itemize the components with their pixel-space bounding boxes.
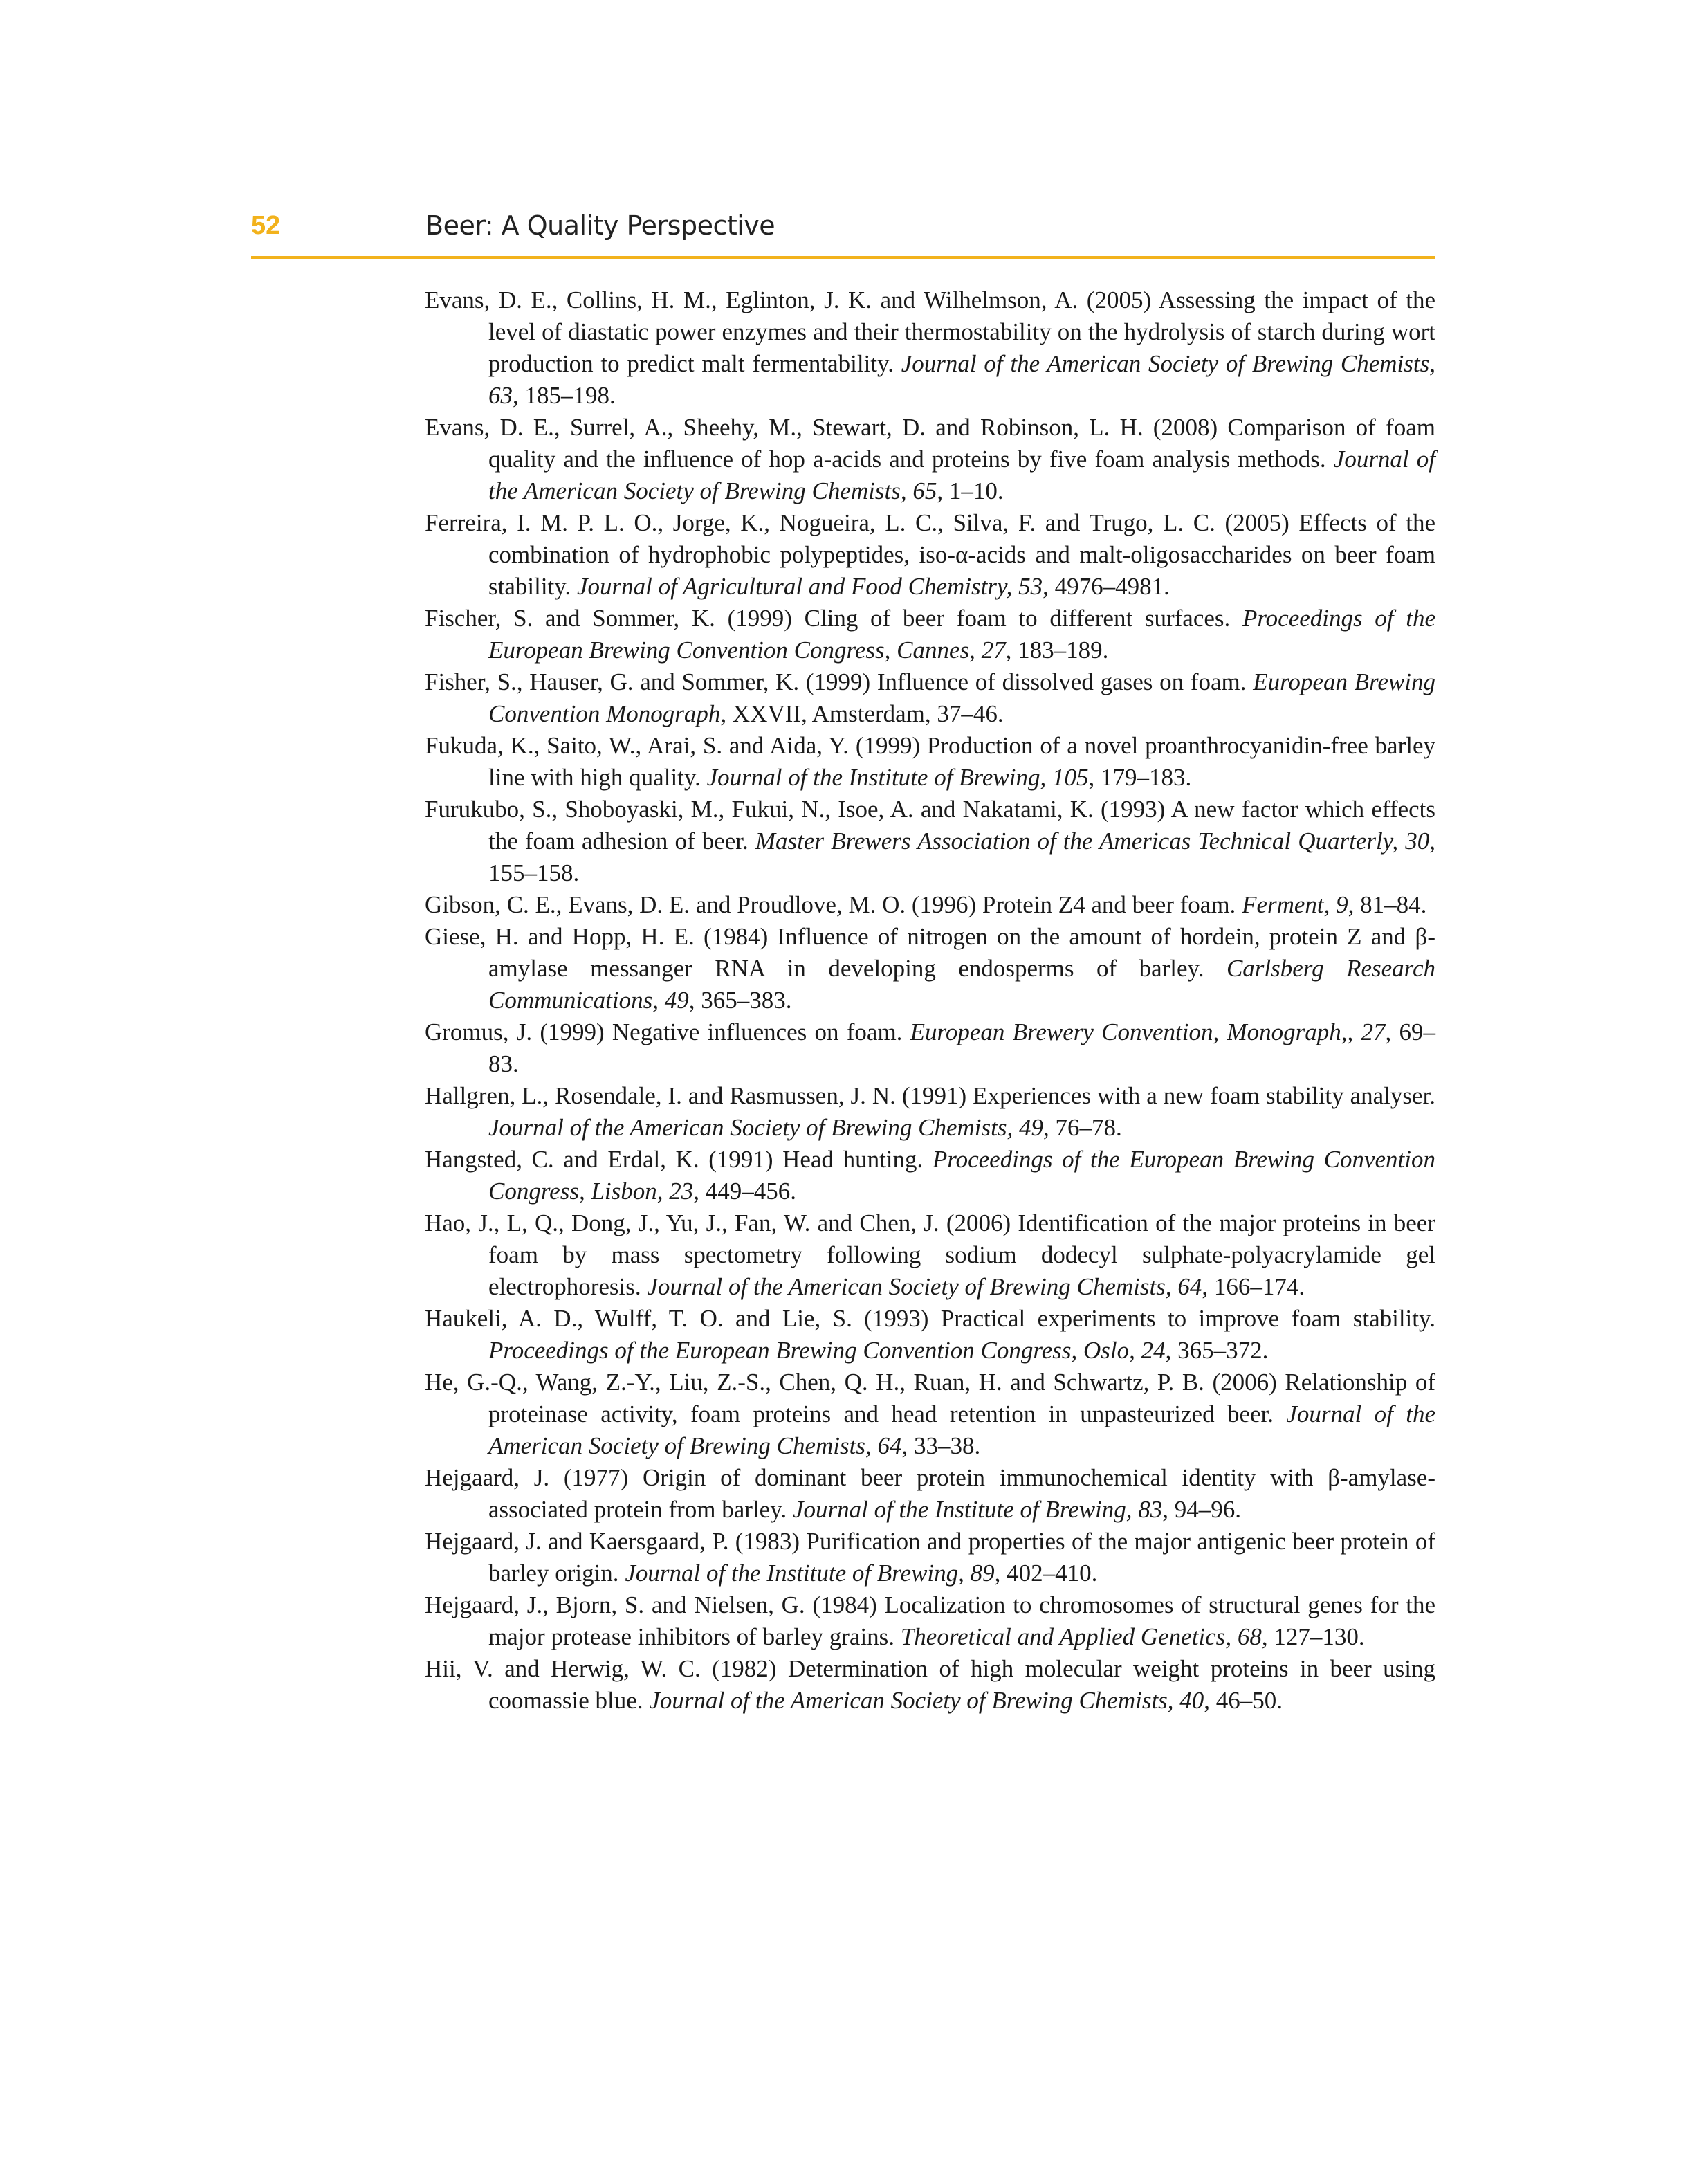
- reference-pages: , 166–174.: [1202, 1273, 1305, 1300]
- reference-text: Giese, H. and Hopp, H. E. (1984) Influence of nitrogen on the amount of hordein, protein Z and β-amylase messanger RNA in developing endosperms of barley.: [425, 923, 1435, 982]
- reference-pages: , 46–50.: [1204, 1687, 1283, 1714]
- reference-entry: [425, 1462, 1435, 1526]
- journal-volume: 105: [1052, 764, 1089, 791]
- reference-pages: XXVII, Amsterdam, 37–46.: [732, 700, 1004, 727]
- journal-volume: 65: [912, 477, 937, 504]
- journal-title: Journal of the American Society of Brewing Chemists: [649, 1687, 1168, 1714]
- journal-volume: 89: [970, 1560, 995, 1587]
- journal-separator: ,: [1392, 828, 1406, 855]
- reference-pages: , 1–10.: [937, 477, 1004, 504]
- reference-text: Hao, J., L, Q., Dong, J., Yu, J., Fan, W. and Chen, J. (2006) Identification of the major proteins in beer foam by mass spectometry following sodium dodecyl sulphate-polyacrylamide gel electrophoresis.: [425, 1209, 1435, 1300]
- header-rule: [251, 256, 1435, 259]
- journal-title: European Brewery Convention, Monograph,: [910, 1019, 1348, 1045]
- running-title: Beer: A Quality Perspective: [425, 210, 775, 241]
- journal-separator: ,: [1006, 573, 1019, 600]
- journal-title: Journal of the Institute of Brewing: [625, 1560, 959, 1587]
- reference-entry: [425, 1653, 1435, 1717]
- journal-title: Journal of the American Society of Brewing Chemists: [647, 1273, 1166, 1300]
- reference-entry: [425, 730, 1435, 794]
- journal-separator: ,: [1126, 1496, 1139, 1523]
- journal-title: Journal of the Institute of Brewing: [792, 1496, 1126, 1523]
- reference-text: Evans, D. E., Collins, H. M., Eglinton, J. K. and Wilhelmson, A. (2005) Assessing the impact of the level of diastatic power enzymes and their thermostability on the hydrolysis of starch during wort production to predict malt fermentability.: [425, 286, 1435, 377]
- journal-volume: 53: [1018, 573, 1043, 600]
- reference-text: He, G.-Q., Wang, Z.-Y., Liu, Z.-S., Chen, Q. H., Ruan, H. and Schwartz, P. B. (2006) Relationship of proteinase activity, foam proteins and head retention in unpasteurized beer.: [425, 1369, 1435, 1427]
- reference-entry: [425, 666, 1435, 730]
- reference-text: Hejgaard, J., Bjorn, S. and Nielsen, G. (1984) Localization to chromosomes of structural genes for the major protease inhibitors of barley grains.: [425, 1591, 1435, 1650]
- reference-entry: [425, 507, 1435, 603]
- journal-title: European Brewing Convention Monograph: [488, 668, 1435, 727]
- journal-separator: ,: [969, 637, 982, 664]
- journal-title: Master Brewers Association of the Americas Technical Quarterly: [755, 828, 1393, 855]
- journal-separator: ,: [1129, 1337, 1141, 1364]
- reference-pages: , 4976–4981.: [1043, 573, 1170, 600]
- journal-separator: ,: [958, 1560, 971, 1587]
- journal-volume: 9: [1336, 891, 1348, 918]
- journal-separator: ,: [1007, 1114, 1019, 1141]
- reference-entry: [425, 1080, 1435, 1144]
- journal-separator: ,: [900, 477, 913, 504]
- reference-pages: , 94–96.: [1162, 1496, 1242, 1523]
- journal-volume: 49: [664, 987, 689, 1014]
- reference-entry: [425, 1016, 1435, 1080]
- journal-volume: 27: [981, 637, 1006, 664]
- reference-pages: , 33–38.: [901, 1432, 981, 1459]
- reference-entry: [425, 1207, 1435, 1303]
- journal-volume: 23: [669, 1178, 694, 1205]
- journal-title: Carlsberg Research Communications: [488, 955, 1435, 1014]
- journal-separator: ,: [1167, 1687, 1180, 1714]
- reference-text: Hejgaard, J. (1977) Origin of dominant beer protein immunochemical identity with β-amylase-associated protein from barley.: [425, 1464, 1435, 1523]
- reference-entry: [425, 1144, 1435, 1207]
- reference-text: Haukeli, A. D., Wulff, T. O. and Lie, S. (1993) Practical experiments to improve foam stability.: [425, 1305, 1435, 1332]
- reference-entry: [425, 921, 1435, 1016]
- reference-entry: [425, 794, 1435, 889]
- reference-text: Furukubo, S., Shoboyaski, M., Fukui, N., Isoe, A. and Nakatami, K. (1993) A new factor which effects the foam adhesion of beer.: [425, 796, 1435, 855]
- reference-list: [425, 284, 1435, 1717]
- journal-title: Proceedings of the European Brewing Convention Congress, Oslo: [488, 1337, 1130, 1364]
- reference-text: Ferreira, I. M. P. L. O., Jorge, K., Nogueira, L. C., Silva, F. and Trugo, L. C. (2005) Effects of the combination of hydrophobic polypeptides, iso-α-acids and malt-oligosaccharides on beer foam stability.: [425, 509, 1435, 600]
- reference-pages: , 69–83.: [488, 1019, 1435, 1077]
- reference-entry: [425, 1589, 1435, 1653]
- reference-text: Hii, V. and Herwig, W. C. (1982) Determination of high molecular weight proteins in beer using coomassie blue.: [425, 1655, 1435, 1714]
- journal-separator: ,: [1040, 764, 1052, 791]
- journal-title: Journal of the Institute of Brewing: [706, 764, 1040, 791]
- reference-pages: , 81–84.: [1348, 891, 1427, 918]
- journal-separator: ,: [652, 987, 665, 1014]
- reference-entry: [425, 603, 1435, 666]
- journal-volume: 40: [1179, 1687, 1204, 1714]
- page-header: [251, 205, 1435, 262]
- journal-separator: ,: [656, 1178, 670, 1205]
- journal-separator: ,: [1323, 891, 1337, 918]
- reference-entry: [425, 889, 1435, 921]
- journal-title: Theoretical and Applied Genetics: [900, 1623, 1226, 1650]
- reference-text: Hejgaard, J. and Kaersgaard, P. (1983) Purification and properties of the major antigenic beer protein of barley origin.: [425, 1528, 1435, 1587]
- journal-title: Journal of the American Society of Brewing Chemists: [488, 446, 1435, 504]
- reference-entry: [425, 1367, 1435, 1462]
- journal-volume: 63: [488, 382, 513, 409]
- reference-pages: , 155–158.: [488, 828, 1436, 886]
- reference-pages: , 365–372.: [1165, 1337, 1269, 1364]
- journal-volume: 68: [1237, 1623, 1262, 1650]
- journal-volume: 24: [1141, 1337, 1166, 1364]
- journal-volume: 30: [1405, 828, 1430, 855]
- reference-text: Gibson, C. E., Evans, D. E. and Proudlove, M. O. (1996) Protein Z4 and beer foam.: [425, 891, 1242, 918]
- journal-title: Journal of the American Society of Brewing Chemists: [488, 1114, 1007, 1141]
- journal-volume: 27: [1361, 1019, 1386, 1045]
- journal-separator: ,: [720, 700, 733, 727]
- reference-entry: [425, 1303, 1435, 1367]
- reference-text: Evans, D. E., Surrel, A., Sheehy, M., Stewart, D. and Robinson, L. H. (2008) Comparison of foam quality and the influence of hop a-acids and proteins by five foam analysis methods.: [425, 414, 1435, 473]
- reference-pages: , 76–78.: [1043, 1114, 1122, 1141]
- reference-pages: , 402–410.: [994, 1560, 1098, 1587]
- reference-pages: , 179–183.: [1088, 764, 1192, 791]
- journal-volume: 64: [1177, 1273, 1202, 1300]
- reference-pages: , 127–130.: [1261, 1623, 1365, 1650]
- journal-separator: ,: [865, 1432, 878, 1459]
- page-number: 52: [251, 211, 281, 240]
- journal-volume: 83: [1138, 1496, 1163, 1523]
- reference-text: Gromus, J. (1999) Negative influences on foam.: [425, 1019, 910, 1045]
- journal-separator: ,: [1347, 1019, 1361, 1045]
- journal-separator: ,: [1165, 1273, 1178, 1300]
- journal-separator: ,: [1225, 1623, 1238, 1650]
- journal-title: Proceedings of the European Brewing Convention Congress, Cannes: [488, 605, 1435, 664]
- reference-text: Fischer, S. and Sommer, K. (1999) Cling of beer foam to different surfaces.: [425, 605, 1242, 632]
- reference-entry: [425, 412, 1435, 507]
- reference-text: Hangsted, C. and Erdal, K. (1991) Head hunting.: [425, 1146, 933, 1173]
- journal-title: Journal of the American Society of Brewing Chemists: [488, 1400, 1435, 1459]
- journal-volume: 64: [877, 1432, 902, 1459]
- reference-text: Fukuda, K., Saito, W., Arai, S. and Aida, Y. (1999) Production of a novel proanthrocyanidin-free barley line with high quality.: [425, 732, 1435, 791]
- journal-volume: 49: [1018, 1114, 1043, 1141]
- reference-text: Fisher, S., Hauser, G. and Sommer, K. (1999) Influence of dissolved gases on foam.: [425, 668, 1254, 695]
- journal-title: Journal of Agricultural and Food Chemistry: [577, 573, 1007, 600]
- reference-text: Hallgren, L., Rosendale, I. and Rasmussen, J. N. (1991) Experiences with a new foam stability analyser.: [425, 1082, 1435, 1109]
- reference-pages: , 365–383.: [688, 987, 792, 1014]
- journal-title: Journal of the American Society of Brewing Chemists: [901, 350, 1430, 377]
- journal-title: Ferment: [1242, 891, 1324, 918]
- reference-entry: [425, 1526, 1435, 1589]
- reference-entry: [425, 284, 1435, 412]
- journal-separator: ,: [1429, 350, 1435, 377]
- reference-pages: , 185–198.: [513, 382, 616, 409]
- reference-pages: , 183–189.: [1005, 637, 1109, 664]
- journal-title: Proceedings of the European Brewing Convention Congress, Lisbon: [488, 1146, 1435, 1205]
- reference-pages: , 449–456.: [693, 1178, 797, 1205]
